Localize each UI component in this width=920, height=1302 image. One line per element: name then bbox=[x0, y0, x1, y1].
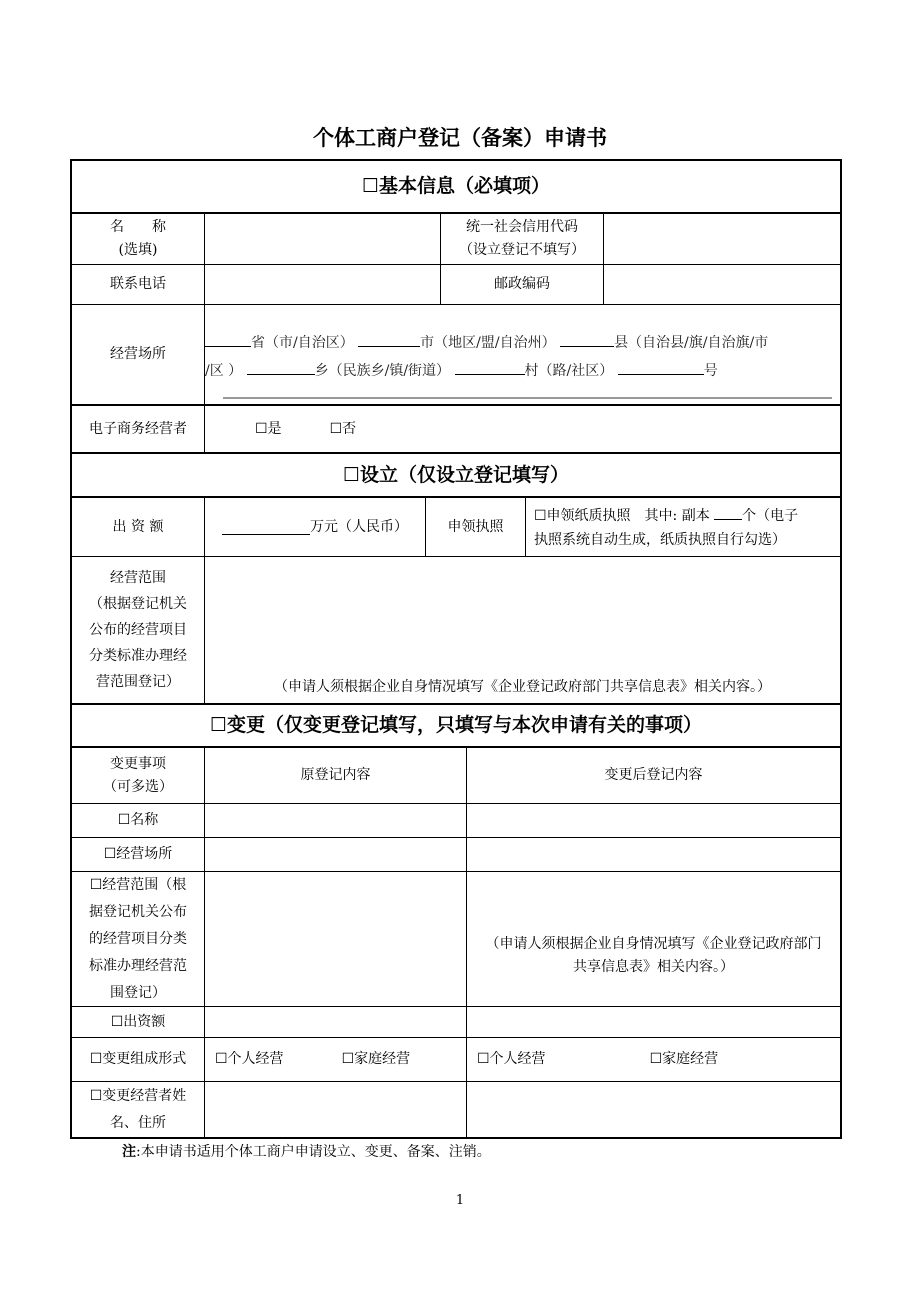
after-content-header: 变更后登记内容 bbox=[467, 748, 840, 804]
change-place-checkbox[interactable]: ☐经营场所 bbox=[72, 838, 205, 872]
change-scope-line: 围登记） bbox=[110, 984, 166, 1001]
address-underline bbox=[223, 397, 832, 399]
addr-county: 县（自治县/旗/自治旗/市 bbox=[614, 335, 769, 351]
scope-label bbox=[72, 557, 205, 705]
page-number: 1 bbox=[455, 1193, 465, 1208]
scope-label-line: （根据登记机关 bbox=[89, 596, 187, 612]
after-family-checkbox[interactable]: ☐家庭经营 bbox=[649, 1051, 719, 1067]
change-item-label: 变更事项 bbox=[110, 755, 166, 772]
phone-label: 联系电话 bbox=[72, 265, 205, 305]
change-item-header bbox=[72, 748, 205, 804]
after-individual-checkbox[interactable]: ☐个人经营 bbox=[477, 1051, 546, 1067]
form-table bbox=[70, 159, 842, 1139]
capital-after-field[interactable] bbox=[467, 1007, 840, 1038]
name-label-text: 名 称 bbox=[110, 219, 166, 235]
capital-field[interactable] bbox=[205, 498, 426, 557]
change-scope-checkbox[interactable] bbox=[72, 872, 205, 1007]
license-copies-text: 个（电子 bbox=[742, 508, 799, 524]
place-after-field[interactable] bbox=[467, 838, 840, 872]
ecommerce-yes-checkbox[interactable]: ☐是 bbox=[255, 420, 282, 437]
place-original-field[interactable] bbox=[205, 838, 467, 872]
scope-note: （申请人须根据企业自身情况填写《企业登记政府部门共享信息表》相关内容。） bbox=[274, 679, 771, 695]
ecommerce-label: 电子商务经营者 bbox=[72, 406, 205, 453]
scope-label-line: 经营范围 bbox=[110, 570, 166, 586]
name-field[interactable] bbox=[205, 214, 441, 265]
capital-label: 出 资 额 bbox=[72, 498, 205, 557]
license-label: 申领执照 bbox=[426, 498, 526, 557]
license-note: 执照系统自动生成，纸质执照自行勾选） bbox=[534, 532, 786, 548]
section-basic-header: ☐基本信息（必填项） bbox=[72, 161, 840, 214]
phone-field[interactable] bbox=[205, 265, 441, 305]
footnote-text: :本申请书适用个体工商户申请设立、变更、备案、注销。 bbox=[136, 1144, 491, 1160]
original-individual-checkbox[interactable]: ☐个人经营 bbox=[215, 1051, 284, 1067]
capital-unit: 万元（人民币） bbox=[310, 518, 408, 535]
postal-field[interactable] bbox=[604, 265, 840, 305]
addr-village: 村（路/社区） bbox=[524, 363, 614, 379]
addr-town: 乡（民族乡/镇/街道） bbox=[314, 363, 451, 379]
scope-label-line: 公布的经营项目 bbox=[89, 622, 187, 638]
change-scope-line: ☐经营范围（根 bbox=[89, 876, 187, 893]
original-family-checkbox[interactable]: ☐家庭经营 bbox=[341, 1051, 411, 1067]
page-title: 个体工商户登记（备案）申请书 bbox=[313, 126, 607, 150]
change-scope-line: 据登记机关公布 bbox=[89, 903, 187, 920]
ecommerce-options bbox=[205, 406, 840, 453]
scope-label-line: 分类标准办理经 bbox=[89, 648, 187, 664]
change-capital-checkbox[interactable]: ☐出资额 bbox=[72, 1007, 205, 1038]
name-original-field[interactable] bbox=[205, 804, 467, 838]
postal-label: 邮政编码 bbox=[441, 265, 604, 305]
capital-original-field[interactable] bbox=[205, 1007, 467, 1038]
footnote bbox=[122, 1141, 491, 1161]
scope-after-note: 共享信息表》相关内容。） bbox=[573, 959, 734, 975]
scope-label-line: 营范围登记） bbox=[96, 674, 180, 690]
change-name-checkbox[interactable]: ☐名称 bbox=[72, 804, 205, 838]
place-label: 经营场所 bbox=[72, 305, 205, 406]
change-scope-line: 的经营项目分类 bbox=[89, 930, 187, 947]
addr-province: 省（市/自治区） bbox=[251, 335, 354, 351]
addr-number: 号 bbox=[703, 363, 718, 379]
scope-original-field[interactable] bbox=[205, 872, 467, 1007]
change-operator-line: ☐变更经营者姓 bbox=[89, 1087, 187, 1104]
credit-code-label-text: 统一社会信用代码 bbox=[466, 219, 578, 235]
change-item-sub: （可多选） bbox=[103, 778, 173, 795]
credit-code-field[interactable] bbox=[604, 214, 840, 265]
name-label bbox=[72, 214, 205, 265]
addr-city: 市（地区/盟/自治州） bbox=[420, 335, 556, 351]
license-options[interactable] bbox=[526, 498, 840, 557]
scope-field[interactable] bbox=[205, 557, 840, 705]
original-content-header: 原登记内容 bbox=[205, 748, 467, 804]
credit-code-label-sub: （设立登记不填写） bbox=[459, 242, 585, 258]
form-original-options bbox=[205, 1038, 467, 1082]
ecommerce-no-checkbox[interactable]: ☐否 bbox=[329, 420, 357, 437]
scope-after-field[interactable] bbox=[467, 872, 840, 1007]
change-operator-line: 名、住所 bbox=[110, 1114, 166, 1131]
scope-after-note: （申请人须根据企业自身情况填写《企业登记政府部门 bbox=[485, 936, 822, 952]
operator-after-field[interactable] bbox=[467, 1082, 840, 1137]
name-after-field[interactable] bbox=[467, 804, 840, 838]
addr-district: /区 ） bbox=[205, 363, 243, 379]
change-form-checkbox[interactable]: ☐变更组成形式 bbox=[72, 1038, 205, 1082]
form-after-options bbox=[467, 1038, 840, 1082]
credit-code-label bbox=[441, 214, 604, 265]
operator-original-field[interactable] bbox=[205, 1082, 467, 1137]
name-label-sub: (选填) bbox=[118, 242, 158, 258]
license-paper-checkbox[interactable]: ☐申领纸质执照 其中: 副本 bbox=[534, 508, 710, 524]
section-establish-header: ☐设立（仅设立登记填写） bbox=[72, 453, 840, 498]
address-field[interactable] bbox=[205, 305, 840, 406]
change-operator-checkbox[interactable] bbox=[72, 1082, 205, 1137]
change-scope-line: 标准办理经营范 bbox=[89, 957, 187, 974]
footnote-label: 注 bbox=[122, 1144, 136, 1160]
section-change-header: ☐变更（仅变更登记填写，只填写与本次申请有关的事项） bbox=[72, 705, 840, 748]
